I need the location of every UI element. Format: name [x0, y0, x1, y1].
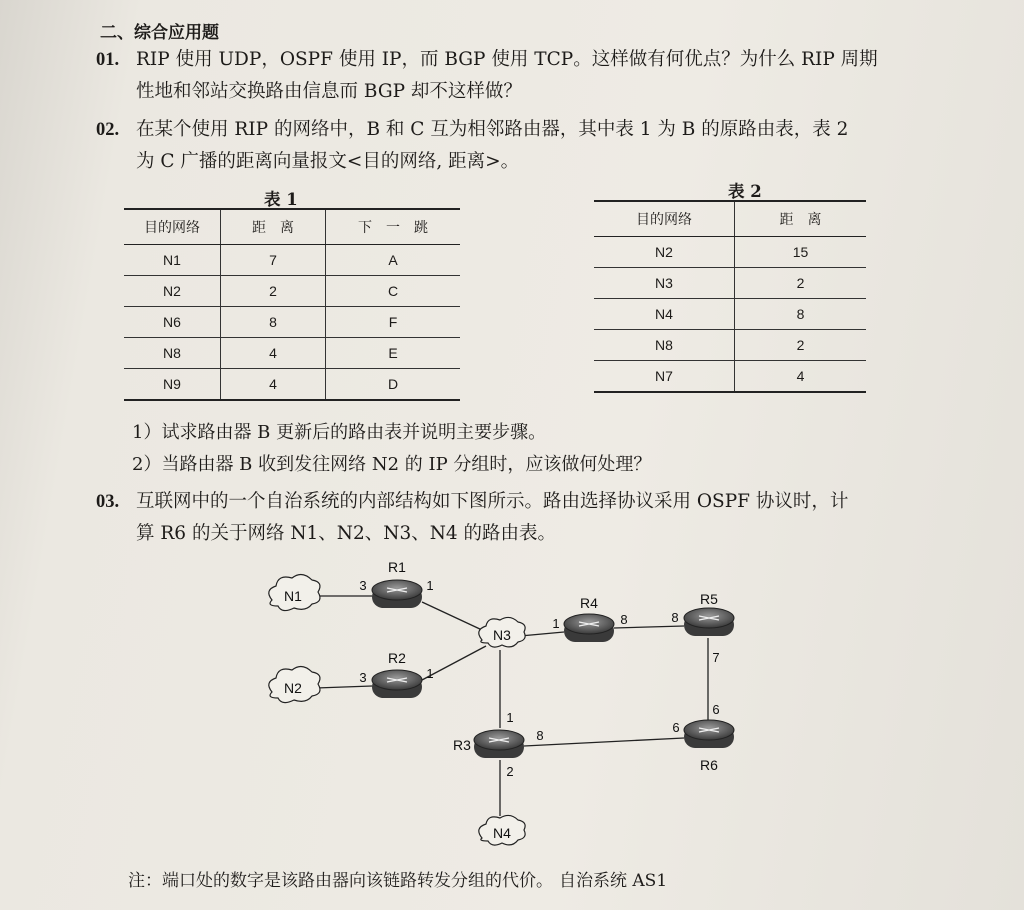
sub-question-2: 2）当路由器 B 收到发往网络 N2 的 IP 分组时，应该做何处理？: [132, 454, 652, 475]
table-cell: N2: [594, 237, 735, 268]
table-cell: A: [326, 245, 461, 276]
table-cell: N3: [594, 268, 735, 299]
port-cost: 6: [712, 702, 720, 717]
table-row: [594, 268, 866, 299]
table-cell: N8: [124, 338, 221, 369]
table-cell: 2: [221, 276, 326, 307]
question-number: 03.: [96, 492, 120, 512]
question-text-line: 为 C 广播的距离向量报文<目的网络, 距离>。: [136, 151, 520, 172]
table1-caption: 表 1: [264, 190, 298, 209]
router-r1-icon: [372, 580, 422, 608]
table-row: [594, 330, 866, 361]
port-cost: 6: [672, 720, 680, 735]
port-cost: 2: [506, 764, 514, 779]
network-label-n3: N3: [493, 627, 511, 643]
table-2: [594, 200, 866, 393]
question-03: [96, 486, 848, 550]
port-cost: 7: [712, 650, 720, 665]
table-cell: N8: [594, 330, 735, 361]
table-cell: E: [326, 338, 461, 369]
table-cell: N2: [124, 276, 221, 307]
table-cell: C: [326, 276, 461, 307]
network-diagram: [250, 548, 770, 858]
table-cell: 8: [735, 299, 867, 330]
table-cell: D: [326, 369, 461, 401]
table-cell: N6: [124, 307, 221, 338]
sub-question-1: 1）试求路由器 B 更新后的路由表并说明主要步骤。: [132, 422, 547, 443]
router-label-r4: R4: [580, 595, 598, 611]
table-cell: 2: [735, 330, 867, 361]
question-text-line: 性地和邻站交换路由信息而 BGP 却不这样做？: [136, 81, 522, 102]
table-header-cell: 距 离: [221, 209, 326, 245]
link-n2-r2: [316, 686, 372, 688]
link-r3-r6: [524, 738, 684, 746]
table-row: [124, 276, 460, 307]
question-number: 02.: [96, 120, 120, 140]
network-clouds: [269, 574, 525, 845]
table-cell: F: [326, 307, 461, 338]
table-cell: 2: [735, 268, 867, 299]
table-cell: 8: [221, 307, 326, 338]
port-cost: 1: [426, 578, 434, 593]
question-text-line: 互联网中的一个自治系统的内部结构如下图所示。路由选择协议采用 OSPF 协议时，计: [136, 491, 849, 512]
port-cost: 1: [506, 710, 514, 725]
router-label-r3: R3: [453, 737, 471, 753]
table-1: [124, 208, 460, 401]
question-text-line: 在某个使用 RIP 的网络中，B 和 C 互为相邻路由器，其中表 1 为 B 的原路由表，表 2: [136, 119, 849, 140]
table2-caption: 表 2: [728, 182, 762, 201]
router-label-r2: R2: [388, 650, 406, 666]
network-label-n1: N1: [284, 588, 302, 604]
router-label-r5: R5: [700, 591, 718, 607]
note-text: 注：端口处的数字是该路由器向该链路转发分组的代价。: [128, 871, 553, 891]
router-r3-icon: [474, 730, 524, 758]
table-cell: N7: [594, 361, 735, 393]
table-cell: 15: [735, 237, 867, 268]
table-header-row: [124, 209, 460, 245]
port-cost: 1: [426, 666, 434, 681]
router-r6-icon: [684, 720, 734, 748]
port-cost: 1: [552, 616, 560, 631]
table-header-cell: 距 离: [735, 201, 867, 237]
port-cost: 8: [536, 728, 544, 743]
table-header-cell: 目的网络: [594, 201, 735, 237]
table-row: [594, 299, 866, 330]
table-row: [124, 307, 460, 338]
table-cell: N4: [594, 299, 735, 330]
question-text-line: 算 R6 的关于网络 N1、N2、N3、N4 的路由表。: [136, 523, 557, 544]
link-n3-r4: [520, 632, 564, 636]
table-cell: 4: [221, 369, 326, 401]
table-cell: N9: [124, 369, 221, 401]
diagram-note: [128, 866, 667, 891]
table-header-cell: 下 一 跳: [326, 209, 461, 245]
router-r4-icon: [564, 614, 614, 642]
port-cost: 8: [671, 610, 679, 625]
table-row: [594, 237, 866, 268]
footer-partial-text: 自治系统 AS1: [559, 871, 668, 891]
table-header-row: [594, 201, 866, 237]
router-label-r1: R1: [388, 559, 406, 575]
question-text-line: RIP 使用 UDP，OSPF 使用 IP，而 BGP 使用 TCP。这样做有何优点？为什么 RIP 周期: [136, 49, 878, 70]
question-02: [96, 114, 848, 178]
link-r1-n3: [422, 602, 482, 630]
table-cell: 4: [221, 338, 326, 369]
network-label-n4: N4: [493, 825, 511, 841]
table-header-cell: 目的网络: [124, 209, 221, 245]
table-cell: 7: [221, 245, 326, 276]
port-cost: 8: [620, 612, 628, 627]
router-r5-icon: [684, 608, 734, 636]
router-label-r6: R6: [700, 757, 718, 773]
section-title: 二、综合应用题: [100, 23, 219, 43]
table-cell: N1: [124, 245, 221, 276]
table-row: [124, 369, 460, 401]
router-r2-icon: [372, 670, 422, 698]
question-number: 01.: [96, 50, 120, 70]
table-row: [124, 338, 460, 369]
port-cost: 3: [359, 670, 367, 685]
table-row: [594, 361, 866, 393]
table-row: [124, 245, 460, 276]
question-01: [96, 44, 878, 108]
port-cost: 3: [359, 578, 367, 593]
network-label-n2: N2: [284, 680, 302, 696]
table-cell: 4: [735, 361, 867, 393]
